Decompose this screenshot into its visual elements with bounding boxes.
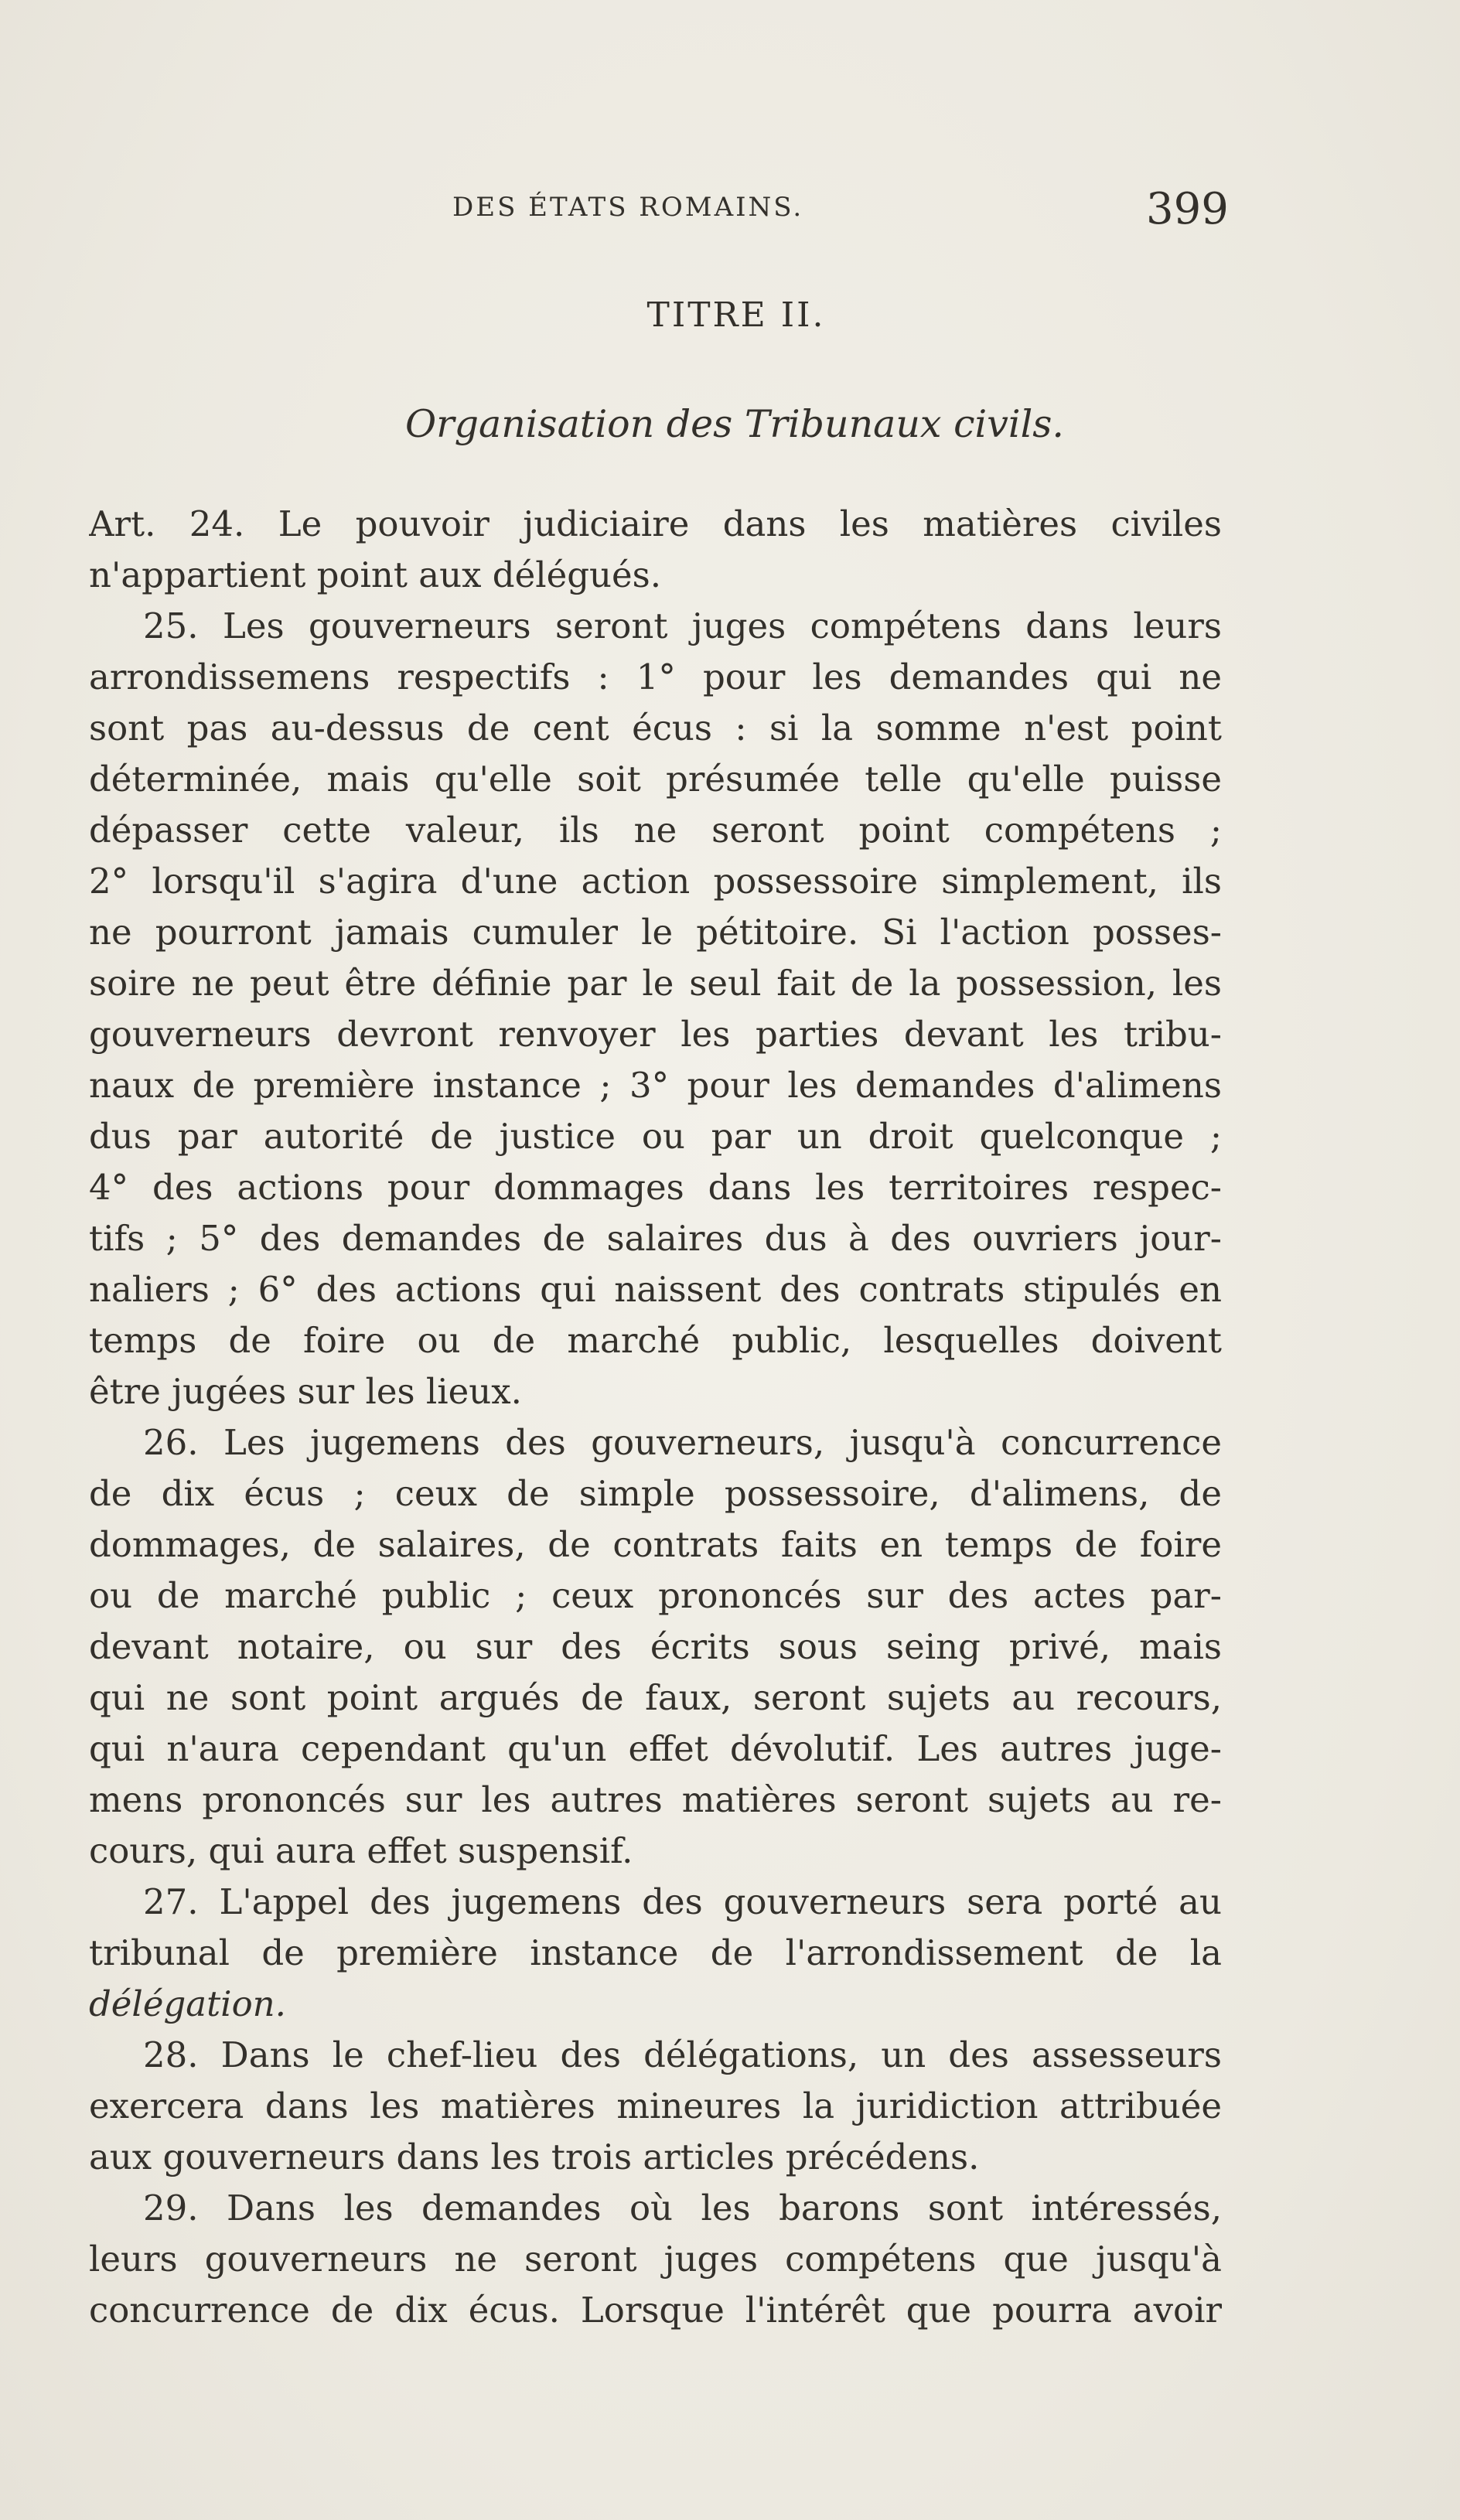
text-line: concurrence de dix écus. Lorsque l'intérêt que pourra avoir bbox=[89, 2290, 1222, 2331]
text-line: déterminée, mais qu'elle soit présumée telle qu'elle puisse bbox=[89, 759, 1222, 800]
running-title: DES ÉTATS ROMAINS. bbox=[452, 192, 804, 223]
text-line: ne pourront jamais cumuler le pétitoire. Si l'action posses- bbox=[89, 912, 1222, 953]
text-line: 25. Les gouverneurs seront juges compétens dans leurs bbox=[143, 605, 1222, 646]
text-line: qui ne sont point argués de faux, seront sujets au recours, bbox=[89, 1677, 1222, 1718]
text-line: tribunal de première instance de l'arrondissement de la bbox=[89, 1932, 1222, 1973]
running-header bbox=[0, 184, 1460, 234]
text-line: dus par autorité de justice ou par un droit quelconque ; bbox=[89, 1116, 1222, 1157]
body-text bbox=[89, 499, 1222, 2336]
text-line: Art. 24. Le pouvoir judiciaire dans les matières civiles bbox=[89, 503, 1222, 544]
text-line: n'appartient point aux délégués. bbox=[89, 554, 662, 595]
text-line: 26. Les jugemens des gouverneurs, jusqu'à concurrence bbox=[143, 1422, 1222, 1463]
text-line: aux gouverneurs dans les trois articles précédens. bbox=[89, 2136, 980, 2177]
title-heading: TITRE II. bbox=[646, 295, 826, 335]
text-line: mens prononcés sur les autres matières seront sujets au re- bbox=[89, 1779, 1222, 1820]
text-line: tifs ; 5° des demandes de salaires dus à des ouvriers jour- bbox=[89, 1218, 1222, 1259]
text-line: temps de foire ou de marché public, lesquelles doivent bbox=[89, 1320, 1222, 1361]
text-line: soire ne peut être définie par le seul fait de la possession, les bbox=[89, 963, 1222, 1004]
text-line: qui n'aura cependant qu'un effet dévolutif. Les autres juge- bbox=[89, 1728, 1222, 1769]
text-line: exercera dans les matières mineures la juridiction attribuée bbox=[89, 2085, 1222, 2126]
page-number: 399 bbox=[1146, 184, 1229, 234]
text-line: dépasser cette valeur, ils ne seront point compétens ; bbox=[89, 810, 1222, 851]
text-line: 29. Dans les demandes où les barons sont intéressés, bbox=[143, 2188, 1222, 2228]
text-line: sont pas au-dessus de cent écus : si la somme n'est point bbox=[89, 708, 1222, 748]
text-line: être jugées sur les lieux. bbox=[89, 1371, 522, 1412]
text-line: cours, qui aura effet suspensif. bbox=[89, 1830, 633, 1871]
text-line: 27. L'appel des jugemens des gouverneurs sera porté au bbox=[143, 1881, 1222, 1922]
text-line: naux de première instance ; 3° pour les demandes d'alimens bbox=[89, 1065, 1222, 1106]
text-line: arrondissemens respectifs : 1° pour les demandes qui ne bbox=[89, 656, 1222, 697]
text-line: 2° lorsqu'il s'agira d'une action possessoire simplement, ils bbox=[89, 861, 1222, 902]
text-line: 4° des actions pour dommages dans les territoires respec- bbox=[89, 1167, 1222, 1208]
text-line: naliers ; 6° des actions qui naissent des contrats stipulés en bbox=[89, 1269, 1222, 1310]
text-line: dommages, de salaires, de contrats faits en temps de foire bbox=[89, 1524, 1222, 1565]
text-line: devant notaire, ou sur des écrits sous seing privé, mais bbox=[89, 1626, 1222, 1667]
section-title: Organisation des Tribunaux civils. bbox=[405, 402, 1064, 446]
text-line: ou de marché public ; ceux prononcés sur des actes par- bbox=[89, 1575, 1222, 1616]
text-line: gouverneurs devront renvoyer les parties devant les tribu- bbox=[89, 1014, 1222, 1055]
text-line: leurs gouverneurs ne seront juges compétens que jusqu'à bbox=[89, 2239, 1222, 2280]
text-line: 28. Dans le chef-lieu des délégations, un des assesseurs bbox=[143, 2034, 1222, 2075]
text-line: de dix écus ; ceux de simple possessoire, d'alimens, de bbox=[89, 1473, 1222, 1514]
text-line: délégation. bbox=[89, 1983, 286, 2024]
